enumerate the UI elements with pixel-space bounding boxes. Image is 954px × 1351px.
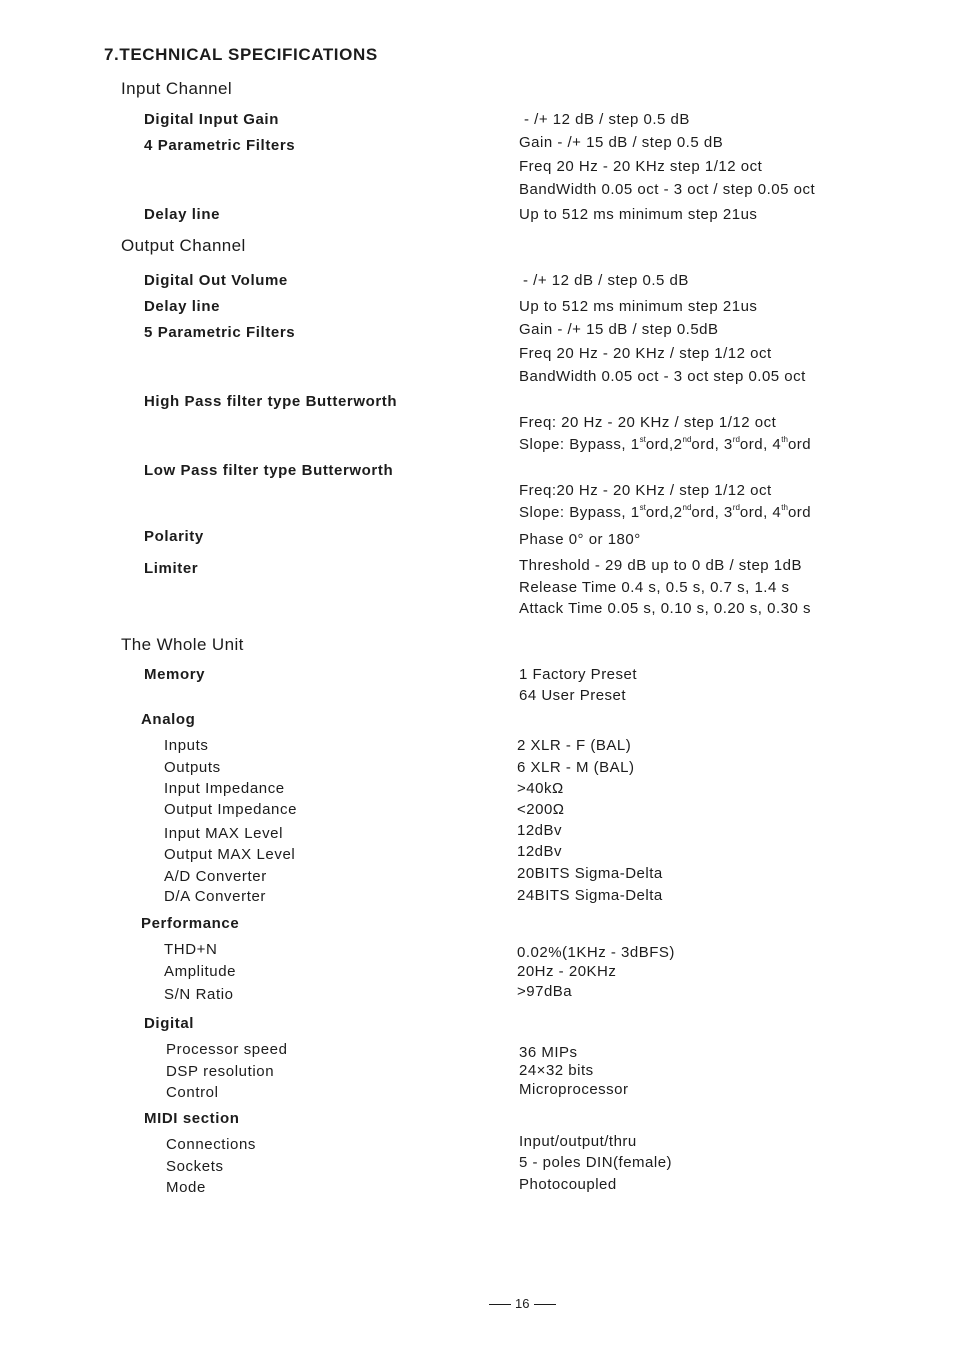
spec-value-low-pass-slope: Slope: Bypass, 1stord,2ndord, 3rdord, 4thord [519, 503, 812, 521]
spec-name-dsp-resolution: DSP resolution [166, 1063, 275, 1080]
spec-label-low-pass: Low Pass filter type Butterworth [144, 462, 394, 479]
spec-value-da-converter: 24BITS Sigma-Delta [517, 887, 663, 904]
spec-value-input-filter-freq: Freq 20 Hz - 20 KHz step 1/12 oct [519, 158, 763, 175]
spec-label-output-param-filters: 5 Parametric Filters [144, 324, 296, 341]
spec-name-output-impedance: Output Impedance [164, 801, 298, 818]
spec-name-sn-ratio: S/N Ratio [164, 986, 234, 1003]
spec-label-input-delay-line: Delay line [144, 206, 221, 223]
spec-value-memory-user: 64 User Preset [519, 687, 627, 704]
spec-label-digital-input-gain: Digital Input Gain [144, 111, 279, 128]
spec-value-thd: 0.02%(1KHz - 3dBFS) [517, 944, 675, 961]
spec-name-amplitude: Amplitude [164, 963, 237, 980]
spec-label-limiter: Limiter [144, 560, 199, 577]
spec-value-ad-converter: 20BITS Sigma-Delta [517, 865, 663, 882]
spec-value-output-filter-gain: Gain - /+ 15 dB / step 0.5dB [519, 321, 719, 338]
spec-name-input-max-level: Input MAX Level [164, 825, 284, 842]
spec-value-output-max-level: 12dBv [517, 843, 563, 860]
spec-value-connections: Input/output/thru [519, 1133, 637, 1150]
spec-value-high-pass-slope: Slope: Bypass, 1stord,2ndord, 3rdord, 4thord [519, 435, 812, 453]
spec-label-high-pass: High Pass filter type Butterworth [144, 393, 398, 410]
spec-name-input-impedance: Input Impedance [164, 780, 285, 797]
spec-value-high-pass-freq: Freq: 20 Hz - 20 KHz / step 1/12 oct [519, 414, 777, 431]
spec-value-amplitude: 20Hz - 20KHz [517, 963, 617, 980]
spec-value-digital-out-volume: - /+ 12 dB / step 0.5 dB [523, 272, 689, 289]
spec-value-input-filter-bandwidth: BandWidth 0.05 oct - 3 oct / step 0.05 oct [519, 181, 816, 198]
spec-name-analog-inputs: Inputs [164, 737, 209, 754]
spec-name-processor-speed: Processor speed [166, 1041, 288, 1058]
spec-group-analog: Analog [141, 711, 196, 728]
spec-name-sockets: Sockets [166, 1158, 224, 1175]
section-heading-whole-unit: The Whole Unit [121, 635, 244, 654]
spec-group-midi: MIDI section [144, 1110, 240, 1127]
spec-name-connections: Connections [166, 1136, 256, 1153]
spec-value-output-filter-bandwidth: BandWidth 0.05 oct - 3 oct step 0.05 oct [519, 368, 806, 385]
spec-label-output-delay-line: Delay line [144, 298, 221, 315]
spec-value-processor-speed: 36 MIPs [519, 1044, 578, 1061]
spec-value-analog-inputs: 2 XLR - F (BAL) [517, 737, 632, 754]
spec-value-output-impedance: <200Ω [517, 801, 565, 818]
spec-label-input-param-filters: 4 Parametric Filters [144, 137, 296, 154]
spec-name-thd: THD+N [164, 941, 218, 958]
spec-name-control: Control [166, 1084, 219, 1101]
spec-value-output-delay-line: Up to 512 ms minimum step 21us [519, 298, 758, 315]
spec-value-input-filter-gain: Gain - /+ 15 dB / step 0.5 dB [519, 134, 724, 151]
spec-value-limiter-release: Release Time 0.4 s, 0.5 s, 0.7 s, 1.4 s [519, 579, 790, 596]
section-heading-output-channel: Output Channel [121, 236, 246, 255]
spec-value-input-delay-line: Up to 512 ms minimum step 21us [519, 206, 758, 223]
spec-value-output-filter-freq: Freq 20 Hz - 20 KHz / step 1/12 oct [519, 345, 772, 362]
page-number-rule-right [534, 1304, 556, 1305]
spec-value-sn-ratio: >97dBa [517, 983, 573, 1000]
spec-name-ad-converter: A/D Converter [164, 868, 267, 885]
spec-value-limiter-attack: Attack Time 0.05 s, 0.10 s, 0.20 s, 0.30 s [519, 600, 811, 617]
page-title: 7.TECHNICAL SPECIFICATIONS [104, 45, 378, 64]
spec-value-digital-input-gain: - /+ 12 dB / step 0.5 dB [524, 111, 690, 128]
spec-value-control: Microprocessor [519, 1081, 629, 1098]
spec-label-digital-out-volume: Digital Out Volume [144, 272, 288, 289]
spec-value-analog-outputs: 6 XLR - M (BAL) [517, 759, 635, 776]
page-number-rule-left [489, 1304, 511, 1305]
spec-value-mode: Photocoupled [519, 1176, 617, 1193]
spec-value-dsp-resolution: 24×32 bits [519, 1062, 594, 1079]
spec-value-low-pass-freq: Freq:20 Hz - 20 KHz / step 1/12 oct [519, 482, 772, 499]
spec-value-input-max-level: 12dBv [517, 822, 563, 839]
spec-name-mode: Mode [166, 1179, 206, 1196]
spec-value-memory-factory: 1 Factory Preset [519, 666, 638, 683]
spec-label-polarity: Polarity [144, 528, 204, 545]
spec-value-input-impedance: >40kΩ [517, 780, 564, 797]
spec-name-da-converter: D/A Converter [164, 888, 267, 905]
section-heading-input-channel: Input Channel [121, 79, 233, 98]
spec-group-performance: Performance [141, 915, 240, 932]
page-number: 16 [515, 1296, 530, 1311]
spec-value-limiter-threshold: Threshold - 29 dB up to 0 dB / step 1dB [519, 557, 802, 574]
spec-label-memory: Memory [144, 666, 206, 683]
spec-name-analog-outputs: Outputs [164, 759, 221, 776]
spec-value-sockets: 5 - poles DIN(female) [519, 1154, 673, 1171]
spec-value-polarity: Phase 0° or 180° [519, 531, 641, 548]
spec-group-digital: Digital [144, 1015, 195, 1032]
spec-name-output-max-level: Output MAX Level [164, 846, 296, 863]
